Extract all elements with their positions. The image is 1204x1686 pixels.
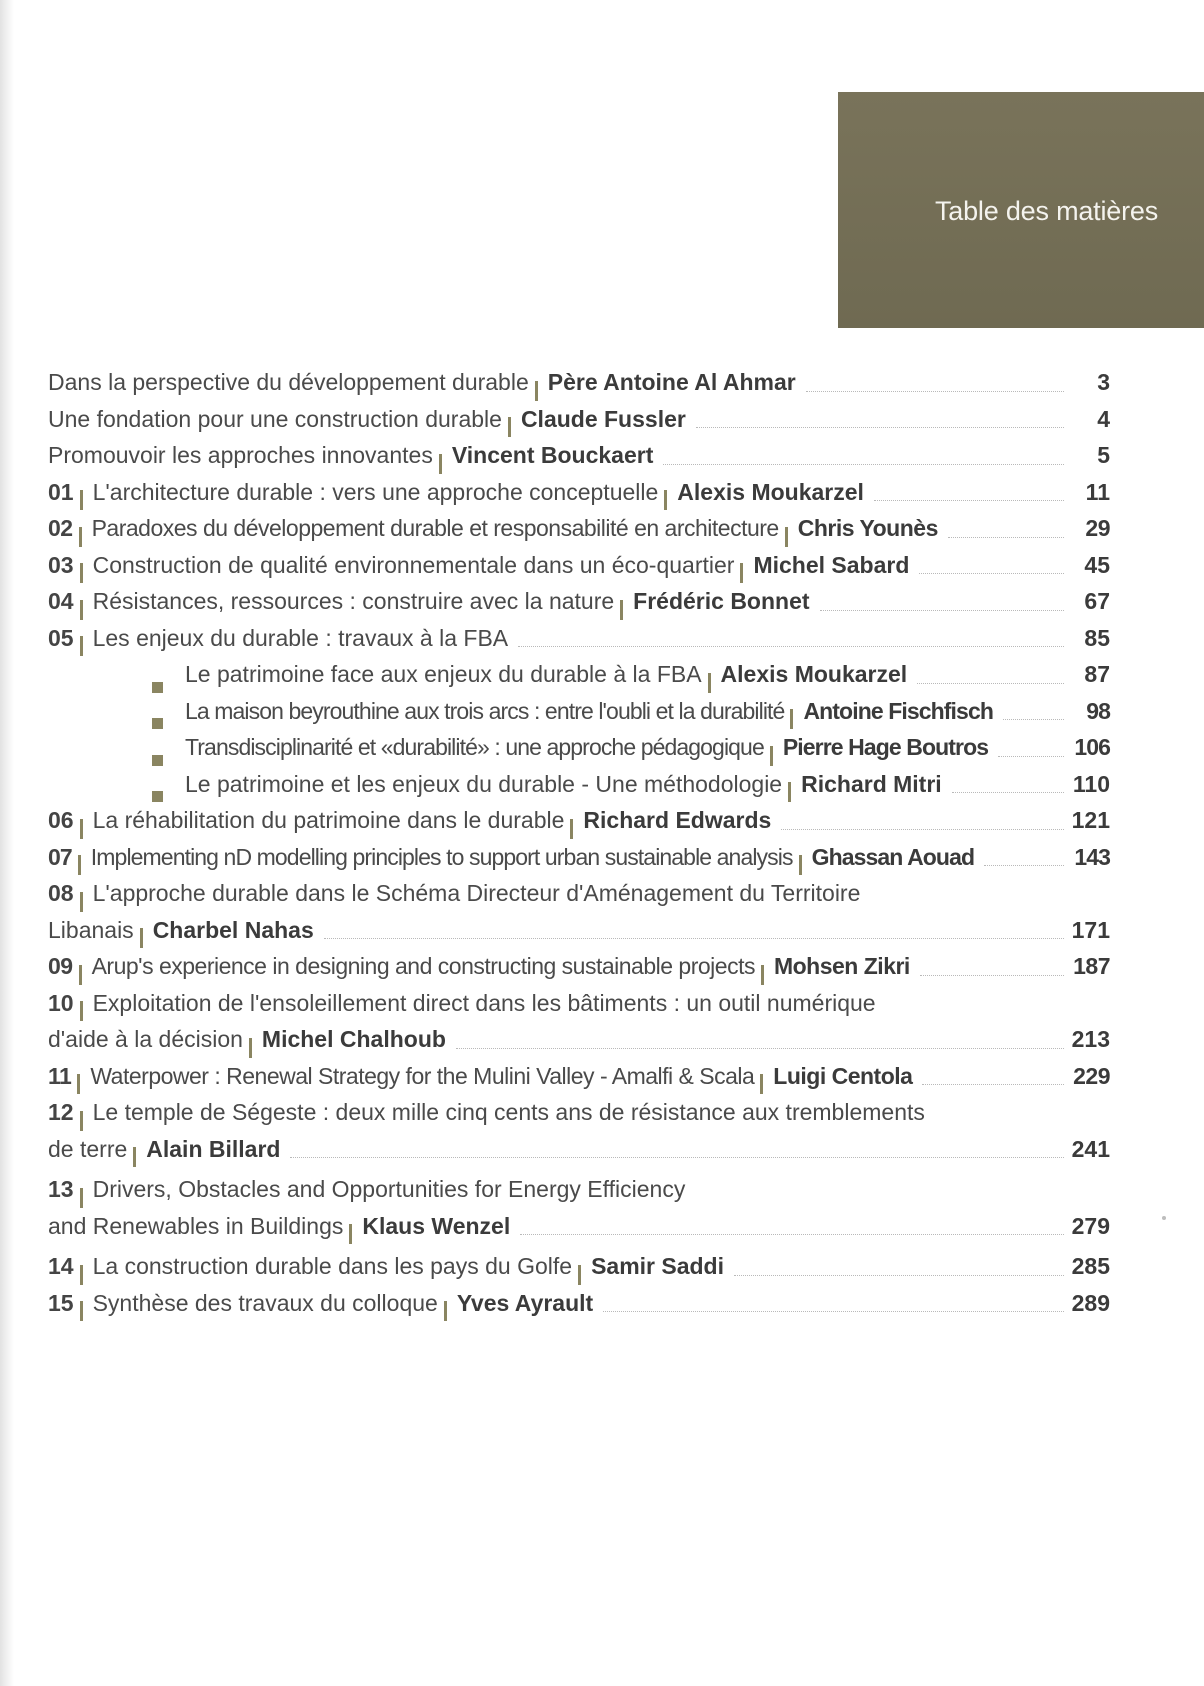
separator-bar (535, 381, 538, 401)
dot-leader (806, 391, 1064, 392)
toc-entry[interactable] (48, 1171, 1110, 1244)
toc-entry[interactable] (48, 583, 1110, 620)
separator-bar (708, 673, 711, 693)
entry-title: Le patrimoine et les enjeux du durable - Une méthodologie (185, 770, 783, 797)
entry-line-1 (48, 875, 1110, 912)
separator-bar (140, 928, 143, 948)
separator-bar (80, 819, 83, 839)
separator-bar (799, 855, 802, 875)
entry-page: 171 (1071, 916, 1110, 943)
separator-bar (439, 454, 442, 474)
dot-leader (948, 537, 1064, 538)
chapter-number: 09 (48, 953, 73, 979)
page-gutter-shadow (0, 0, 14, 1686)
separator-bar (80, 1001, 83, 1021)
chapter-number: 04 (48, 588, 74, 614)
toc-entry[interactable] (48, 948, 1110, 985)
separator-bar (790, 709, 793, 729)
separator-bar (77, 1074, 80, 1094)
entry-author: Richard Mitri (801, 770, 942, 797)
entry-author: Alexis Moukarzel (677, 478, 864, 505)
toc-entry[interactable] (48, 510, 1110, 547)
scan-speck (1162, 1216, 1166, 1220)
entry-page: 229 (1073, 1062, 1110, 1089)
dot-leader (820, 610, 1064, 611)
entry-line-2 (48, 1021, 1110, 1058)
entry-page: 45 (1084, 551, 1110, 578)
dot-leader (781, 829, 1064, 830)
entry-title: Promouvoir les approches innovantes (48, 442, 433, 468)
dot-leader (734, 1275, 1064, 1276)
entry-title: La construction durable dans les pays du Golfe (92, 1253, 573, 1279)
separator-bar (80, 892, 83, 912)
separator-bar (570, 819, 573, 839)
entry-title: Exploitation de l'ensoleillement direct dans les bâtiments : un outil numérique (92, 989, 876, 1016)
entry-title: Résistances, ressources : construire avec la nature (92, 588, 615, 614)
entry-author: Samir Saddi (591, 1253, 724, 1279)
entry-page: 241 (1071, 1135, 1110, 1162)
toc-entry[interactable] (48, 1058, 1110, 1095)
square-bullet-icon (152, 682, 163, 693)
chapter-number: 06 (48, 807, 74, 833)
square-bullet-icon (152, 791, 163, 802)
entry-title-continued: d'aide à la décision (48, 1026, 243, 1052)
toc-entry[interactable] (48, 547, 1110, 584)
entry-page: 279 (1071, 1212, 1110, 1239)
toc-sub-entry[interactable] (48, 656, 1110, 693)
toc-entry[interactable] (48, 364, 1110, 401)
chapter-number: 11 (48, 1062, 72, 1089)
toc-entry[interactable] (48, 474, 1110, 511)
table-of-contents (48, 364, 1110, 1321)
separator-bar (79, 965, 82, 985)
separator-bar (78, 855, 81, 875)
entry-title-continued: Libanais (48, 916, 134, 943)
dot-leader (696, 427, 1064, 428)
entry-title: Implementing nD modelling principles to support urban sustainable analysis (90, 843, 793, 870)
dot-leader (518, 646, 1064, 647)
entry-author: Alexis Moukarzel (720, 661, 908, 687)
separator-bar (80, 1188, 83, 1208)
chapter-number: 15 (48, 1289, 74, 1316)
chapter-number: 14 (48, 1253, 74, 1279)
separator-bar (80, 1301, 83, 1321)
separator-bar (80, 563, 83, 583)
separator-bar (785, 527, 788, 547)
separator-bar (79, 527, 82, 547)
toc-entry[interactable] (48, 1094, 1110, 1167)
separator-bar (80, 1111, 83, 1131)
separator-bar (80, 636, 83, 656)
toc-entry[interactable] (48, 802, 1110, 839)
separator-bar (664, 490, 667, 510)
toc-entry[interactable] (48, 985, 1110, 1058)
chapter-number: 05 (48, 624, 74, 651)
separator-bar (761, 965, 764, 985)
chapter-number: 07 (48, 843, 72, 870)
entry-author: Luigi Centola (773, 1062, 913, 1089)
entry-title: La maison beyrouthine aux trois arcs : entre l'oubli et la durabilité (185, 697, 785, 724)
entry-title: Drivers, Obstacles and Opportunities for Energy Efficiency (92, 1176, 686, 1202)
entry-author: Richard Edwards (583, 807, 772, 833)
entry-title: Construction de qualité environnementale dans un éco-quartier (92, 551, 735, 578)
toc-entry[interactable] (48, 1285, 1110, 1322)
dot-leader (520, 1234, 1064, 1235)
entry-page: 98 (1086, 697, 1110, 724)
entry-page: 67 (1084, 588, 1110, 614)
dot-leader (919, 573, 1064, 574)
chapter-number: 01 (48, 478, 74, 505)
toc-entry[interactable] (48, 1248, 1110, 1285)
header-title-block (838, 92, 1204, 328)
entry-title: Dans la perspective du développement durable (48, 369, 529, 395)
entry-author: Claude Fussler (520, 405, 686, 432)
entry-line-1 (48, 985, 1110, 1022)
toc-sub-entry[interactable] (48, 766, 1110, 803)
dot-leader (998, 756, 1064, 757)
entry-page: 121 (1071, 807, 1110, 833)
separator-bar (770, 746, 773, 766)
toc-sub-entry[interactable] (48, 693, 1110, 730)
entry-page: 143 (1074, 843, 1110, 870)
entry-title-continued: and Renewables in Buildings (48, 1212, 344, 1239)
dot-leader (984, 865, 1064, 866)
chapter-number: 08 (48, 880, 74, 906)
entry-page: 110 (1072, 770, 1110, 797)
dot-leader (1003, 719, 1064, 720)
toc-entry[interactable] (48, 437, 1110, 474)
dot-leader (874, 500, 1064, 501)
entry-author: Mohsen Zikri (773, 953, 910, 979)
entry-title: Arup's experience in designing and constructing sustainable projects (91, 953, 755, 979)
separator-bar (80, 600, 83, 620)
entry-title: Waterpower : Renewal Strategy for the Mulini Valley - Amalfi & Scala (90, 1062, 755, 1089)
chapter-number: 10 (48, 989, 74, 1016)
entry-title: La réhabilitation du patrimoine dans le durable (92, 807, 565, 833)
entry-page: 29 (1085, 515, 1110, 541)
entry-title: Synthèse des travaux du colloque (92, 1289, 438, 1316)
chapter-number: 03 (48, 551, 74, 578)
entry-title: Les enjeux du durable : travaux à la FBA (92, 624, 509, 651)
separator-bar (740, 563, 743, 583)
entry-author: Antoine Fischfisch (803, 697, 993, 724)
entry-page: 5 (1097, 442, 1110, 468)
entry-page: 85 (1084, 624, 1110, 651)
entry-author: Vincent Bouckaert (451, 442, 654, 468)
entry-line-2 (48, 1131, 1110, 1168)
dot-leader (456, 1048, 1064, 1049)
entry-author: Père Antoine Al Ahmar (547, 369, 796, 395)
separator-bar (80, 490, 83, 510)
entry-title: Le patrimoine face aux enjeux du durable à la FBA (185, 661, 702, 687)
dot-leader (922, 1084, 1064, 1085)
entry-line-2 (48, 912, 1110, 949)
chapter-number: 12 (48, 1099, 74, 1125)
entry-page: 213 (1071, 1026, 1110, 1052)
toc-entry[interactable] (48, 839, 1110, 876)
entry-title: Transdisciplinarité et «durabilité» : une approche pédagogique (185, 734, 764, 760)
chapter-number: 13 (48, 1176, 74, 1202)
dot-leader (917, 683, 1064, 684)
entry-page: 87 (1084, 661, 1110, 687)
entry-title: L'architecture durable : vers une approche conceptuelle (92, 478, 659, 505)
entry-author: Yves Ayrault (456, 1289, 594, 1316)
separator-bar (80, 1265, 83, 1285)
entry-page: 285 (1071, 1253, 1110, 1279)
separator-bar (620, 600, 623, 620)
square-bullet-icon (152, 718, 163, 729)
entry-page: 4 (1097, 405, 1110, 432)
entry-author: Ghassan Aouad (811, 843, 975, 870)
separator-bar (249, 1038, 252, 1058)
entry-page: 187 (1073, 953, 1110, 979)
entry-title: Le temple de Ségeste : deux mille cinq cents ans de résistance aux tremblements (92, 1099, 925, 1125)
toc-sub-entry[interactable] (48, 729, 1110, 766)
square-bullet-icon (152, 755, 163, 766)
dot-leader (920, 975, 1064, 976)
entry-title: Paradoxes du développement durable et responsabilité en architecture (91, 515, 779, 541)
separator-bar (133, 1147, 136, 1167)
entry-author: Charbel Nahas (152, 916, 314, 943)
toc-entry[interactable] (48, 620, 1110, 657)
separator-bar (760, 1074, 763, 1094)
entry-page: 289 (1071, 1289, 1110, 1316)
entry-author: Frédéric Bonnet (633, 588, 810, 614)
separator-bar (349, 1224, 352, 1244)
toc-entry[interactable] (48, 875, 1110, 948)
chapter-number: 02 (48, 515, 73, 541)
dot-leader (290, 1157, 1064, 1158)
entry-line-1 (48, 1094, 1110, 1131)
separator-bar (508, 417, 511, 437)
page-title: Table des matières (934, 196, 1158, 226)
entry-author: Michel Sabard (753, 551, 910, 578)
entry-page: 106 (1074, 734, 1110, 760)
dot-leader (603, 1311, 1064, 1312)
entry-author: Klaus Wenzel (362, 1212, 511, 1239)
entry-title: Une fondation pour une construction durable (48, 405, 502, 432)
entry-author: Chris Younès (797, 515, 938, 541)
separator-bar (578, 1265, 581, 1285)
entry-title-continued: de terre (48, 1135, 128, 1162)
separator-bar (788, 782, 791, 802)
dot-leader (324, 938, 1064, 939)
dot-leader (663, 464, 1064, 465)
entry-line-1 (48, 1171, 1110, 1208)
entry-line-2 (48, 1208, 1110, 1245)
entry-page: 11 (1085, 478, 1110, 505)
entry-author: Pierre Hage Boutros (782, 734, 989, 760)
entry-title: L'approche durable dans le Schéma Directeur d'Aménagement du Territoire (92, 880, 861, 906)
dot-leader (952, 792, 1064, 793)
entry-page: 3 (1097, 369, 1110, 395)
toc-entry[interactable] (48, 401, 1110, 438)
separator-bar (444, 1301, 447, 1321)
entry-author: Michel Chalhoub (261, 1026, 446, 1052)
entry-author: Alain Billard (146, 1135, 281, 1162)
